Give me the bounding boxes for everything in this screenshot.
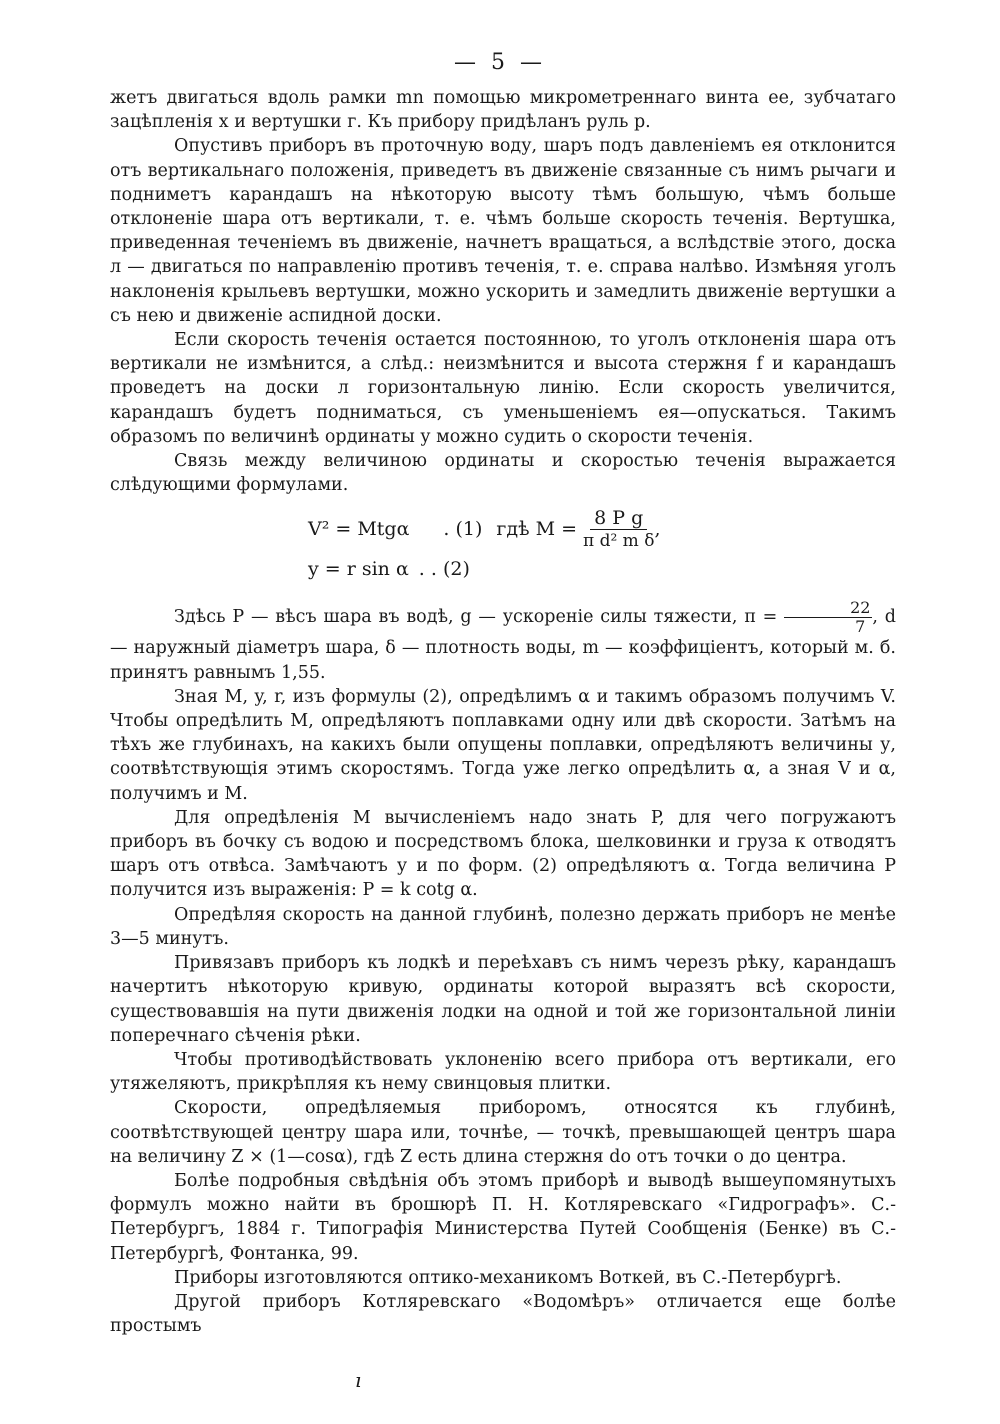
paragraph: Другой приборъ Котляревскаго «Водомѣръ» отличается еще болѣе простымъ bbox=[110, 1291, 896, 1337]
fraction-numerator: 8 P g bbox=[590, 507, 647, 530]
paragraph-definitions bbox=[110, 599, 896, 684]
paragraph: Скорости, опредѣляемыя приборомъ, относятся къ глубинѣ, соотвѣтствующей центру шара или, точнѣе, — точкѣ, превышающей центръ шара на величину Z × (1—cosα), гдѣ Z есть длина стержня do отъ точки о до центра. bbox=[110, 1098, 896, 1167]
formula-1-where: гдѣ M = bbox=[496, 518, 577, 541]
paragraph: Болѣе подробныя свѣдѣнія объ этомъ приборѣ и выводѣ вышеупомянутыхъ формулъ можно найти въ брошюрѣ П. Н. Котляревскаго «Гидрографъ». С.-Петербургъ, 1884 г. Типографія Министерства Путей Сообщенія (Бенке) въ С.-Петербургѣ, Фонтанка, 99. bbox=[110, 1170, 896, 1264]
formula-1-left: V² = Mtgα bbox=[308, 518, 410, 541]
formula-2-left: y = r sin α bbox=[308, 558, 409, 581]
page-body bbox=[110, 86, 896, 1338]
paragraph: Опредѣляя скорость на данной глубинѣ, полезно держать приборъ не менѣе 3—5 минутъ. bbox=[110, 904, 896, 949]
bottom-mark: ı bbox=[355, 1368, 362, 1392]
formula-1-fraction bbox=[583, 507, 654, 552]
page-number: — 5 — bbox=[454, 50, 546, 75]
formula-block bbox=[308, 506, 896, 589]
paragraph: Зная M, y, r, изъ формулы (2), опредѣлимъ α и такимъ образомъ получимъ V. Чтобы опредѣлить M, опредѣляютъ поплавками одну или двѣ скорости. Затѣмъ на тѣхъ же глубинахъ, на какихъ были опущены поплавки, опредѣляютъ величины у, соотвѣтствующія этимъ скоростямъ. Тогда уже легко опредѣлить α, а зная V и α, получимъ и M. bbox=[110, 686, 896, 804]
paragraph: Чтобы противодѣйствовать уклоненію всего прибора отъ вертикали, его утяжеляютъ, прикрѣпляя къ нему свинцовыя плитки. bbox=[110, 1049, 896, 1095]
paragraph: жетъ двигаться вдоль рамки mn помощью микрометреннаго винта ее, зубчатаго зацѣпленія х и вертушки г. Къ прибору придѣланъ руль р. bbox=[110, 88, 896, 133]
paragraph: Опустивъ приборъ въ проточную воду, шаръ подъ давленіемъ ея отклонится отъ вертикальнаго положенія, приведетъ въ движеніе связанные съ нимъ рычаги и подниметъ карандашъ на нѣкоторую высоту тѣмъ большую, чѣмъ больше отклоненіе шара отъ вертикали, т. е. чѣмъ больше скорость теченія. Вертушка, приведенная теченіемъ въ движеніе, начнетъ вращаться, а вслѣдствіе этого, доска л — двигаться по направленію противъ теченія, т. е. справа налѣво. Измѣняя уголъ наклоненія крыльевъ вертушки, можно ускорить и замедлить движеніе вертушки а съ нею и движеніе аспидной доски. bbox=[110, 136, 896, 326]
paragraph: Привязавъ приборъ къ лодкѣ и переѣхавъ съ нимъ черезъ рѣку, карандашъ начертитъ нѣкоторую кривую, ординаты которой выразятъ всѣ скорости, существовавшія на пути движенія лодки на одной и той же горизонтальной линіи поперечнаго сѣченія рѣки. bbox=[110, 953, 896, 1046]
pi-fraction bbox=[784, 599, 872, 636]
formula-1-number: . (1) bbox=[443, 518, 483, 541]
formula-1 bbox=[308, 506, 896, 551]
paragraph: Если скорость теченія остается постоянною, то уголъ отклоненія шара отъ вертикали не измѣнится, а слѣд.: неизмѣнится и высота стержня f и карандашъ проведетъ на доски л горизонтальную линію. Если скорость увеличится, карандашъ будетъ подниматься, съ уменьшеніемъ ея—опускаться. Такимъ образомъ по величинѣ ординаты у можно судить о скорости теченія. bbox=[110, 330, 896, 447]
paragraph: Приборы изготовляются оптико-механикомъ Воткей, въ С.-Петербургѣ. bbox=[174, 1267, 842, 1288]
formula-2 bbox=[308, 549, 896, 589]
paragraph: Связь между величиною ординаты и скоростью теченія выражается слѣдующими формулами. bbox=[110, 451, 896, 496]
paragraph: Для опредѣленія M вычисленіемъ надо знать P, для чего погружаютъ приборъ въ бочку съ водою и посредствомъ блока, шелковинки и груза к отводятъ шаръ отъ отвѣса. Замѣчаютъ у и по форм. (2) опредѣляютъ α. Тогда величина P получится изъ выраженія: P = k cotg α. bbox=[110, 807, 896, 901]
fraction-denominator: π d² m δ bbox=[583, 530, 655, 551]
formula-2-number: . . (2) bbox=[418, 558, 470, 581]
pi-numerator: 22 bbox=[784, 599, 872, 618]
formula-1-end: , bbox=[654, 518, 661, 541]
pi-denominator: 7 bbox=[855, 617, 866, 637]
definitions-text-before: Здѣсь P — вѣсъ шара въ водѣ, g — ускореніе силы тяжести, π = bbox=[174, 607, 778, 628]
definitions-text-after: , d — наружный діаметръ шара, δ — плотность воды, m — коэффиціентъ, который м. б. принятъ равнымъ 1,55. bbox=[110, 607, 896, 683]
